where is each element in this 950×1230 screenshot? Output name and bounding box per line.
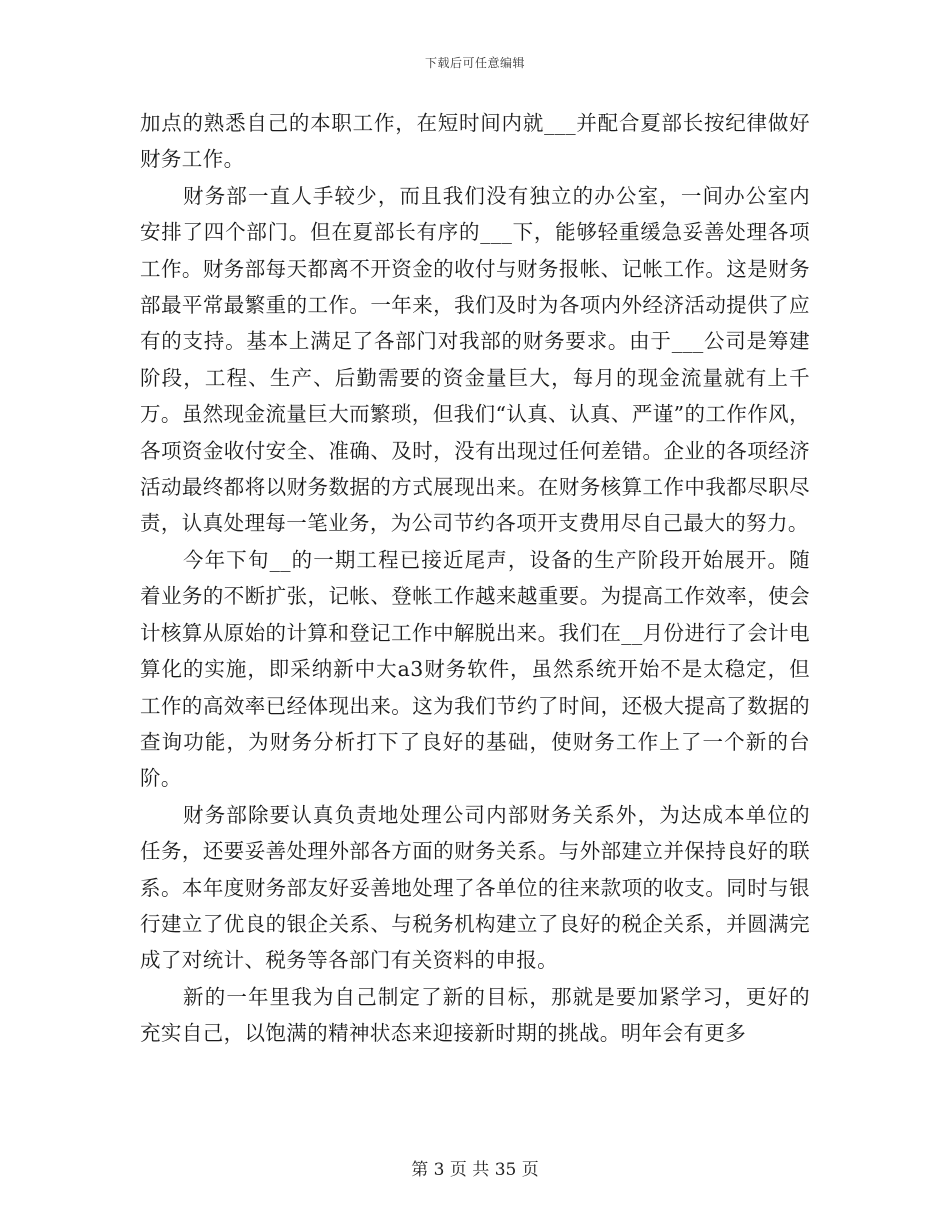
document-body: [140, 105, 810, 1052]
paragraph-3: 今年下旬__的一期工程已接近尾声，设备的生产阶段开始展开。随着业务的不断扩张，记帐、登帐工作越来越重要。为提高工作效率，使会计核算从原始的计算和登记工作中解脱出来。我们在__月份进行了会计电算化的实施，即采纳新中大a3财务软件，虽然系统开始不是太稳定，但工作的高效率已经体现出来。这为我们节约了时间，还极大提高了数据的查询功能，为财务分析打下了良好的基础，使财务工作上了一个新的台阶。: [140, 547, 810, 791]
paragraph-4: 财务部除要认真负责地处理公司内部财务关系外，为达成本单位的任务，还要妥善处理外部各方面的财务关系。与外部建立并保持良好的联系。本年度财务部友好妥善地处理了各单位的往来款项的收支。同时与银行建立了优良的银企关系、与税务机构建立了良好的税企关系，并圆满完成了对统计、税务等各部门有关资料的申报。: [140, 802, 810, 973]
page-number-footer: 第 3 页 共 35 页: [411, 1160, 539, 1180]
paragraph-1: 加点的熟悉自己的本职工作，在短时间内就___并配合夏部长按纪律做好财务工作。: [140, 111, 810, 172]
paragraph-5: 新的一年里我为自己制定了新的目标，那就是要加紧学习，更好的充实自己，以饱满的精神状态来迎接新时期的挑战。明年会有更多: [140, 984, 810, 1046]
paragraph-2: 财务部一直人手较少，而且我们没有独立的办公室，一间办公室内安排了四个部门。但在夏部长有序的___下，能够轻重缓急妥善处理各项工作。财务部每天都离不开资金的收付与财务报帐、记帐工作。这是财务部最平常最繁重的工作。一年来，我们及时为各项内外经济活动提供了应有的支持。基本上满足了各部门对我部的财务要求。由于___公司是筹建阶段，工程、生产、后勤需要的资金量巨大，每月的现金流量就有上千万。虽然现金流量巨大而繁琐，但我们“认真、认真、严谨”的工作作风，各项资金收付安全、准确、及时，没有出现过任何差错。企业的各项经济活动最终都将以财务数据的方式展现出来。在财务核算工作中我都尽职尽责，认真处理每一笔业务，为公司节约各项开支费用尽自己最大的努力。: [140, 183, 810, 536]
page-header: 下载后可任意编辑: [424, 56, 525, 70]
